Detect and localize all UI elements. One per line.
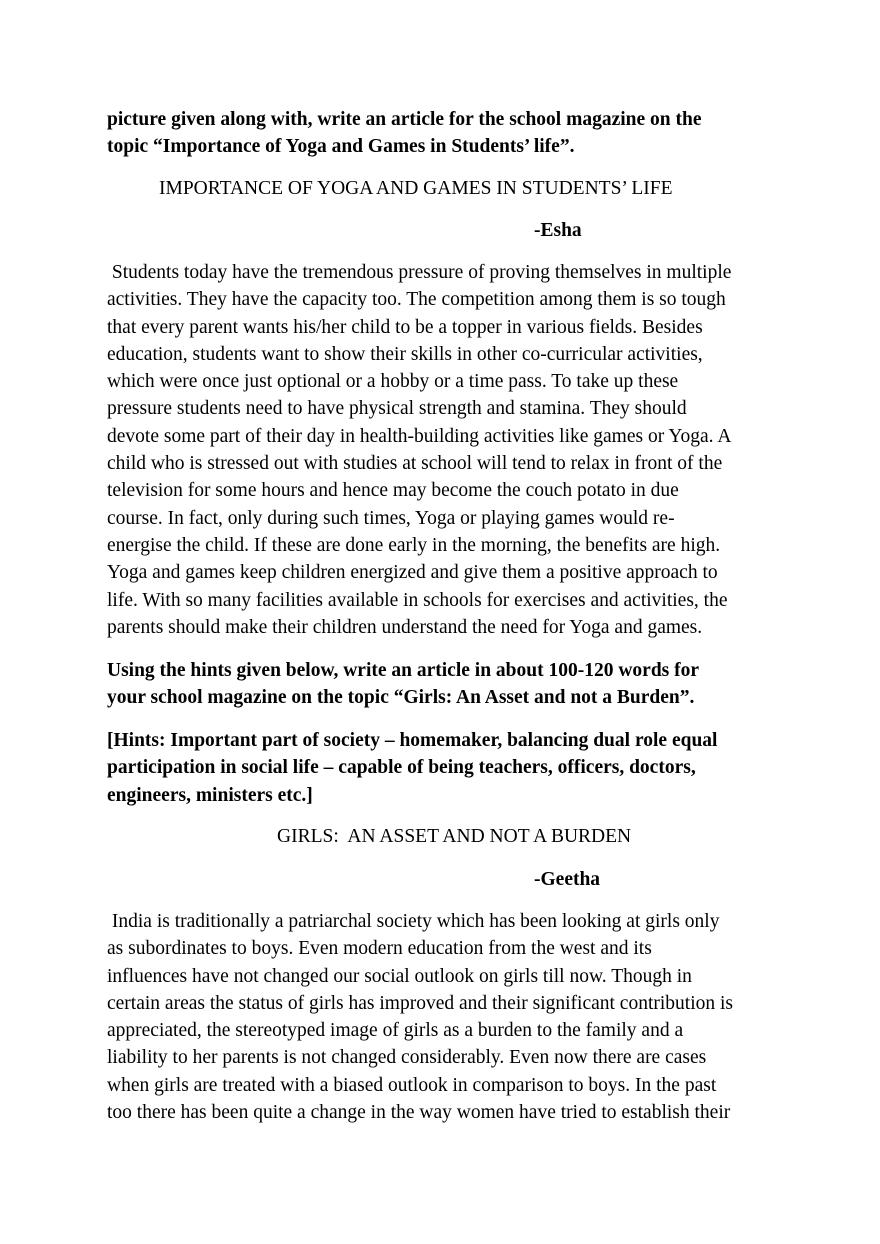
article2-line: India is traditionally a patriarchal society which has been looking at girls only	[107, 911, 720, 932]
question2	[107, 657, 787, 712]
article2-line: too there has been quite a change in the way women have tried to establish their	[107, 1102, 731, 1124]
article1-line: pressure students need to have physical strength and stamina. They should	[107, 398, 687, 420]
article2-line: liability to her parents is not changed considerably. Even now there are cases	[107, 1047, 707, 1069]
article1-line: energise the child. If these are done early in the morning, the benefits are high.	[107, 534, 721, 556]
article1-line: parents should make their children understand the need for Yoga and games.	[107, 616, 703, 638]
intro-question-line: picture given along with, write an article for the school magazine on the	[107, 109, 702, 130]
article2-body	[107, 908, 787, 1126]
article2-line: appreciated, the stereotyped image of girls as a burden to the family and a	[107, 1020, 684, 1042]
article1-line: child who is stressed out with studies at school will tend to relax in front of the	[107, 453, 723, 475]
article1-line: education, students want to show their skills in other co-curricular activities,	[107, 343, 703, 365]
article1-line: which were once just optional or a hobby or a time pass. To take up these	[107, 371, 679, 393]
article2-line: certain areas the status of girls has improved and their significant contribution is	[107, 992, 733, 1014]
article2-line: as subordinates to boys. Even modern education from the west and its	[107, 938, 652, 960]
hints-line: participation in social life – capable of being teachers, officers, doctors,	[107, 757, 696, 779]
hints	[107, 727, 787, 809]
article1-line: activities. They have the capacity too. The competition among them is so tough	[107, 289, 726, 311]
intro-question-line: topic “Importance of Yoga and Games in Students’ life”.	[107, 136, 575, 158]
article1-line: television for some hours and hence may become the couch potato in due	[107, 480, 679, 502]
article2-line: influences have not changed our social outlook on girls till now. Though in	[107, 965, 692, 987]
article1-line: devote some part of their day in health-building activities like games or Yoga. A	[107, 425, 732, 447]
intro-question	[107, 106, 787, 161]
article1-author: -Esha	[534, 220, 582, 241]
question2-line: Using the hints given below, write an article in about 100-120 words for	[107, 660, 700, 681]
article2-author: -Geetha	[534, 869, 601, 890]
article1-line: course. In fact, only during such times, Yoga or playing games would re-	[107, 507, 675, 529]
question2-line: your school magazine on the topic “Girls: An Asset and not a Burden”.	[107, 687, 695, 709]
hints-line: [Hints: Important part of society – homemaker, balancing dual role equal	[107, 730, 718, 751]
hints-line: engineers, ministers etc.]	[107, 784, 313, 806]
article1-line: life. With so many facilities available in schools for exercises and activities, the	[107, 589, 728, 611]
article1-line: that every parent wants his/her child to be a topper in various fields. Besides	[107, 316, 703, 338]
article1-body	[107, 259, 787, 641]
article2-line: when girls are treated with a biased outlook in comparison to boys. In the past	[107, 1074, 717, 1096]
article1-title: IMPORTANCE OF YOGA AND GAMES IN STUDENTS’ LIFE	[159, 178, 673, 199]
article1-line: Students today have the tremendous pressure of proving themselves in multiple	[107, 262, 732, 283]
article2-title: GIRLS: AN ASSET AND NOT A BURDEN	[277, 826, 632, 847]
article1-line: Yoga and games keep children energized and give them a positive approach to	[107, 562, 718, 584]
